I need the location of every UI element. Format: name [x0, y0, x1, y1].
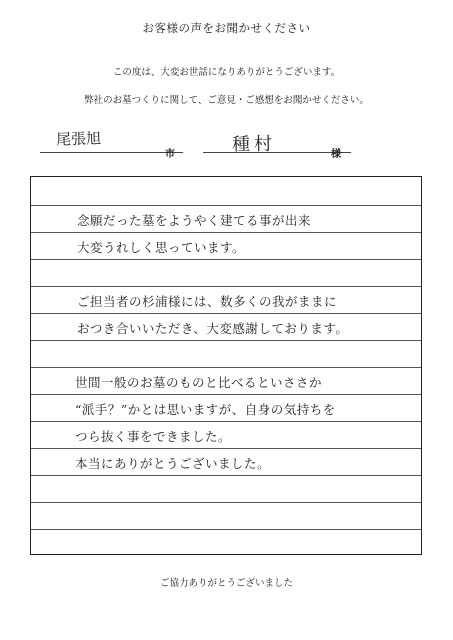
ruled-line — [31, 367, 421, 368]
feedback-line-2: 大変うれしく思っています。 — [77, 240, 246, 255]
ruled-line — [31, 529, 421, 530]
feedback-line-8: “派手？”かとは思いますが、自身の気持ちを — [75, 402, 336, 417]
intro-line-1: この度は、大変お世話になりありがとうございます。 — [112, 67, 341, 78]
ruled-line — [31, 313, 421, 314]
feedback-line-11: 本当にありがとうございました。 — [75, 456, 271, 471]
city-label: 市 — [165, 149, 175, 160]
feedback-box — [30, 176, 422, 555]
customer-name-handwritten-value: 種村 — [231, 133, 277, 156]
footer-thanks: ご協力ありがとうございました — [159, 578, 293, 589]
ruled-line — [31, 394, 421, 395]
ruled-line — [31, 340, 421, 341]
ruled-line — [31, 421, 421, 422]
feedback-line-1: 念願だった墓をようやく建てる事が出来 — [77, 213, 312, 228]
ruled-line — [31, 475, 421, 476]
feedback-line-7: 世間一般のお墓のものと比べるといささか — [75, 375, 323, 390]
city-handwritten-value: 尾張旭 — [55, 129, 102, 149]
ruled-line — [31, 448, 421, 449]
ruled-line — [31, 232, 421, 233]
feedback-line-5: おつき合いいただき、大変感謝しております。 — [77, 321, 349, 336]
ruled-line — [31, 286, 421, 287]
intro-line-2: 弊社のお墓つくりに関して、ご意見・ご感想をお聞かせください。 — [84, 95, 369, 106]
city-underline — [40, 152, 183, 153]
feedback-line-9: つら抜く事をできました。 — [75, 429, 232, 444]
form-title: お客様の声をお聞かせください — [142, 21, 311, 35]
ruled-line — [31, 205, 421, 206]
ruled-line — [31, 502, 421, 503]
name-underline — [203, 152, 351, 153]
honorific-label: 様 — [331, 149, 341, 160]
feedback-line-4: ご担当者の杉浦様には、数多くの我がままに — [77, 294, 338, 309]
ruled-line — [31, 259, 421, 260]
